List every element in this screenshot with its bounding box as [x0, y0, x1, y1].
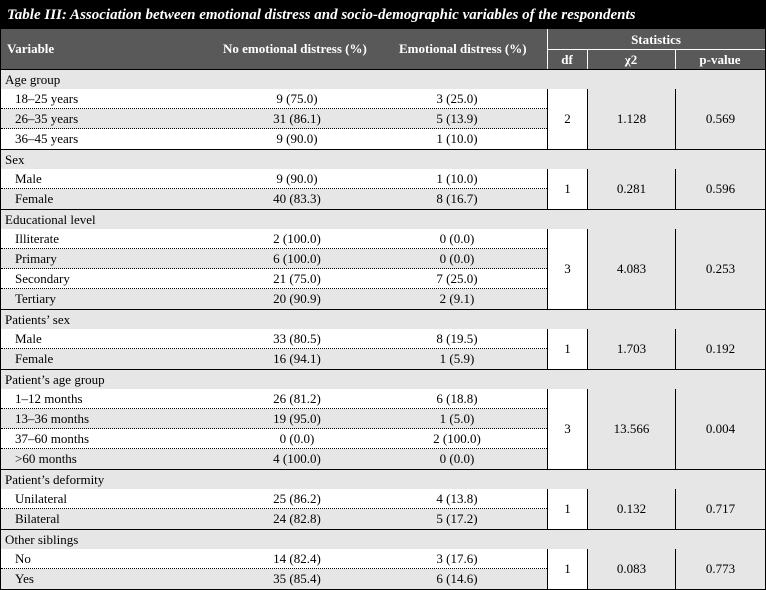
cell-no-distress: 20 (90.9) [273, 291, 321, 306]
cell-no-distress: 2 (100.0) [273, 231, 321, 246]
cell-category: Female [15, 191, 54, 206]
cell-distress: 1 (5.9) [439, 351, 475, 366]
header-variable: Variable [7, 41, 55, 56]
table-row [1, 409, 547, 429]
section-heading: Sex [1, 149, 765, 169]
header-df: df [561, 52, 573, 67]
section-heading: Patient’s deformity [1, 469, 765, 489]
cell-category: Illiterate [15, 231, 60, 246]
table-header [1, 29, 765, 69]
cell-distress: 8 (16.7) [436, 191, 478, 206]
cell-category: 37–60 months [15, 431, 90, 446]
cell-no-distress: 31 (86.1) [273, 111, 321, 126]
cell-category: 13–36 months [15, 411, 90, 426]
cell-no-distress: 9 (75.0) [276, 91, 318, 106]
cell-category: Secondary [15, 271, 70, 286]
table-row [1, 189, 547, 209]
cell-distress: 1 (10.0) [436, 171, 478, 186]
section-heading: Other siblings [1, 529, 765, 549]
cell-df: 3 [547, 389, 587, 469]
table-row [1, 269, 547, 289]
cell-no-distress: 40 (83.3) [273, 191, 321, 206]
cell-distress: 6 (14.6) [436, 571, 478, 586]
cell-category: Female [15, 351, 54, 366]
table-row [1, 109, 547, 129]
table-row [1, 329, 547, 349]
table-row [1, 249, 547, 269]
cell-distress: 0 (0.0) [439, 231, 475, 246]
table-row [1, 169, 547, 189]
cell-chi2: 13.566 [587, 389, 675, 469]
cell-distress: 1 (5.0) [439, 411, 475, 426]
cell-category: Yes [15, 571, 34, 586]
cell-df: 2 [547, 89, 587, 149]
cell-no-distress: 9 (90.0) [276, 171, 318, 186]
cell-distress: 3 (25.0) [436, 91, 478, 106]
cell-distress: 0 (0.0) [439, 451, 475, 466]
cell-no-distress: 14 (82.4) [273, 551, 321, 566]
cell-distress: 5 (13.9) [436, 111, 478, 126]
table-row [1, 449, 547, 469]
header-distress: Emotional distress (%) [399, 41, 527, 56]
section-heading: Patient’s age group [1, 369, 765, 389]
table-row [1, 389, 547, 409]
header-statistics: Statistics [631, 32, 681, 47]
cell-df: 1 [547, 489, 587, 529]
cell-no-distress: 35 (85.4) [273, 571, 321, 586]
cell-chi2: 1.703 [587, 329, 675, 369]
table-row [1, 129, 547, 149]
cell-category: Male [15, 331, 42, 346]
cell-df: 3 [547, 229, 587, 309]
cell-chi2: 0.083 [587, 549, 675, 589]
cell-category: Tertiary [15, 291, 56, 306]
cell-pvalue: 0.717 [675, 489, 765, 529]
cell-distress: 8 (19.5) [436, 331, 478, 346]
table-row [1, 549, 547, 569]
cell-category: 18–25 years [15, 91, 79, 106]
table-row [1, 229, 547, 249]
table-row [1, 509, 547, 529]
cell-category: 26–35 years [15, 111, 79, 126]
cell-distress: 5 (17.2) [436, 511, 478, 526]
cell-no-distress: 0 (0.0) [279, 431, 315, 446]
section-heading: Patients’ sex [1, 309, 765, 329]
cell-df: 1 [547, 549, 587, 589]
cell-no-distress: 24 (82.8) [273, 511, 321, 526]
header-divider [587, 49, 588, 69]
cell-pvalue: 0.773 [675, 549, 765, 589]
cell-pvalue: 0.596 [675, 169, 765, 209]
header-divider [547, 49, 765, 50]
cell-category: >60 months [15, 451, 77, 466]
table-caption: Table III: Association between emotional distress and socio-demographic variables of the respondents [1, 1, 765, 29]
header-divider [547, 29, 548, 69]
cell-no-distress: 33 (80.5) [273, 331, 321, 346]
table-row [1, 89, 547, 109]
header-pvalue: p-value [699, 52, 741, 67]
cell-category: Unilateral [15, 491, 67, 506]
cell-no-distress: 16 (94.1) [273, 351, 321, 366]
table-row [1, 289, 547, 309]
cell-no-distress: 25 (86.2) [273, 491, 321, 506]
header-divider [675, 49, 676, 69]
cell-category: Male [15, 171, 42, 186]
cell-distress: 0 (0.0) [439, 251, 475, 266]
cell-distress: 3 (17.6) [436, 551, 478, 566]
cell-no-distress: 6 (100.0) [273, 251, 321, 266]
cell-chi2: 0.281 [587, 169, 675, 209]
cell-category: 1–12 months [15, 391, 83, 406]
cell-no-distress: 19 (95.0) [273, 411, 321, 426]
cell-category: Bilateral [15, 511, 60, 526]
cell-distress: 7 (25.0) [436, 271, 478, 286]
cell-category: 36–45 years [15, 131, 79, 146]
cell-distress: 2 (100.0) [433, 431, 481, 446]
cell-category: Primary [15, 251, 57, 266]
cell-no-distress: 9 (90.0) [276, 131, 318, 146]
table-row [1, 429, 547, 449]
cell-no-distress: 21 (75.0) [273, 271, 321, 286]
cell-distress: 1 (10.0) [436, 131, 478, 146]
cell-chi2: 4.083 [587, 229, 675, 309]
cell-distress: 6 (18.8) [436, 391, 478, 406]
header-no-distress: No emotional distress (%) [223, 41, 367, 56]
cell-chi2: 0.132 [587, 489, 675, 529]
cell-pvalue: 0.253 [675, 229, 765, 309]
cell-pvalue: 0.004 [675, 389, 765, 469]
table-row [1, 349, 547, 369]
cell-pvalue: 0.192 [675, 329, 765, 369]
cell-pvalue: 0.569 [675, 89, 765, 149]
table-row [1, 489, 547, 509]
cell-distress: 4 (13.8) [436, 491, 478, 506]
cell-category: No [15, 551, 31, 566]
table-row [1, 569, 547, 589]
cell-df: 1 [547, 169, 587, 209]
cell-chi2: 1.128 [587, 89, 675, 149]
section-heading: Age group [1, 69, 765, 89]
cell-df: 1 [547, 329, 587, 369]
cell-distress: 2 (9.1) [439, 291, 475, 306]
cell-no-distress: 4 (100.0) [273, 451, 321, 466]
header-chi2: χ2 [624, 52, 638, 67]
cell-no-distress: 26 (81.2) [273, 391, 321, 406]
section-heading: Educational level [1, 209, 765, 229]
